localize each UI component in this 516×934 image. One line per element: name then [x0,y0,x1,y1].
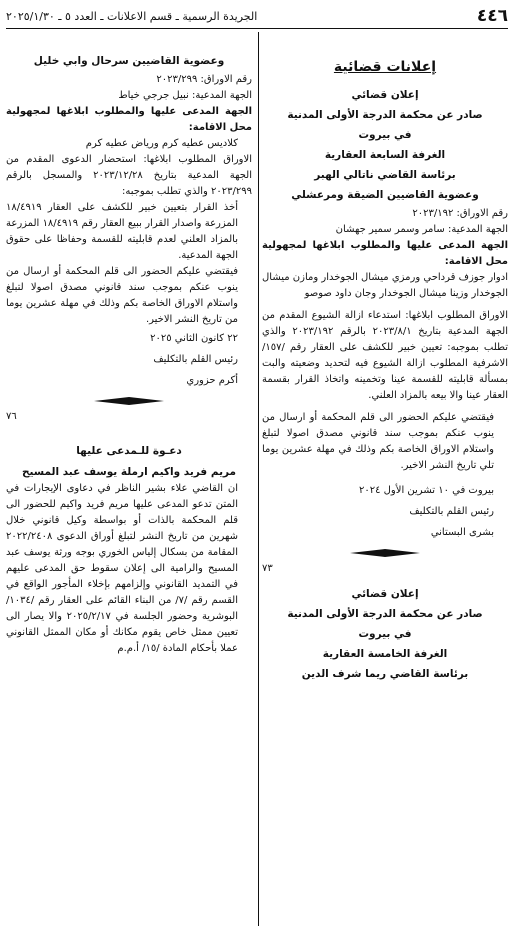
notice-divider [262,549,508,557]
summons-text: فيقتضي عليكم الحضور الى قلم المحكمة أو ارسال من ينوب عنكم بموجب سند قانوني مصدق اصولا لتبلغ واستلام الاوراق الخاصة بكم وذلك في مهلة عشرين يوما من تاريخ النشر الاخير. [6,265,238,325]
defendant-name: مريم فريد واكيم ارملة يوسف عبد المسيح [21,465,237,478]
clerk-role: رئيس القلم بالتكليف [153,353,238,365]
notice-number: ٧٦ [6,410,17,422]
summons-title: دعـوة للـمدعى عليها [76,444,182,457]
divider-ornament-icon [350,549,420,557]
defendants-label: الجهة المدعى عليها والمطلوب ابلاغها لمجهولية محل الاقامة: [262,240,508,268]
defendants-label: الجهة المدعى عليها والمطلوب ابلاغها لمجهولية محل الاقامة: [6,105,252,133]
notice-chamber: الغرفة الخامسة العقارية [322,647,448,660]
notice-date: بيروت في ١٠ تشرين الأول ٢٠٢٤ [358,485,494,497]
clerk-name: بشرى البستاني [430,527,494,539]
notice-number: ٧٣ [262,563,273,575]
papers-to-notify: الاوراق المطلوب ابلاغها: استحضار الدعوى المقدم من الجهة المدعية بتاريخ ٢٠٢٣/١٢/٢٨ والمسجل بالرقم ٢٠٢٣/٢٩٩ والذي تطلب بموجبه: [6,153,252,197]
notice-president: برئاسة القاضي ناتالي الهبر [314,169,456,182]
section-title: إعلانات قضائية [333,59,437,75]
notice-label: إعلان قضائي [351,89,419,102]
notice-members: وعضوية القاضيين الضيقة ومرعشلي [291,189,479,202]
notice-label: إعلان قضائي [351,588,419,601]
plaintiff: الجهة المدعية: نبيل جرجي خياط [118,89,252,101]
notice-city: في بيروت [358,129,412,142]
defendants: ادوار جوزف قرداحي ورمزي ميشال الجوخدار ومازن ميشال الجوخدار وزينا ميشال الجوخدار وجان داود صوصو [262,272,508,300]
divider-ornament-icon [94,397,164,405]
defendants: كلاديس عطيه كرم ورياض عطيه كرم [85,137,238,149]
right-column [262,34,508,926]
page-header [6,6,508,29]
left-column [6,34,252,926]
gazette-header-title: الجريدة الرسمية ـ قسم الاعلانات ـ العدد ٥ ـ ٢٠٢٥/١/٣٠ [6,10,258,24]
plaintiff: الجهة المدعية: سامر وسمر سمير جهشان [335,224,508,236]
column-divider [258,32,259,926]
notice-city: في بيروت [358,627,412,640]
papers-to-notify: الاوراق المطلوب ابلاغها: استدعاء ازالة الشيوع المقدم من الجهة المدعية بتاريخ ٢٠٢٣/٨/١ بالرقم ٢٠٢٣/١٩٢ والذي تطلب بموجبه: تعيين خبير للكشف على العقار رقم /١٥٧/ الاشرفية المطلوب ازالة الشيوع فيه لتحديد وضعيته والبت بمسألة قابليته للقسمة عينا وتخمينه واتخاذ القرار بقسمة العقار عينا والا بيعه بالمزاد العلني. [262,310,508,402]
notice-court: صادر عن محكمة الدرجة الأولى المدنية [287,607,483,620]
clerk-name: أكرم حزوري [186,374,238,386]
clerk-role: رئيس القلم بالتكليف [409,506,494,518]
page-number: ٤٤٦ [476,6,508,27]
notice-divider [6,397,252,405]
notice-members: وعضوية القاضيين سرحال وابي خليل [33,55,225,67]
notice-court: صادر عن محكمة الدرجة الأولى المدنية [287,109,483,122]
request-text: أخذ القرار بتعيين خبير للكشف على العقار ١٨/٤٩١٩ المزرعة واصدار القرار ببيع العقار رقم ١٨/٤٩١٩ المزرعة بالمزاد العلني لعدم قابليته للقسمة وحفاظا على حقوق الجهة المدعية. [6,201,239,261]
notice-chamber: الغرفة السابعة العقارية [324,149,446,162]
file-number: رقم الاوراق: ٢٠٢٣/٢٩٩ [156,73,252,85]
notice-president: برئاسة القاضي ريما شرف الدين [301,667,469,680]
notice-date: ٢٢ كانون الثاني ٢٠٢٥ [150,332,238,344]
summons-body: ان القاضي علاء بشير الناظر في دعاوى الإيجارات في المتن تدعو المدعى عليها مريم فريد واكيم للحضور الى قلم المحكمة بالذات أو بواسطة وكيل قانوني خلال شهرين من تاريخ النشر لتبلغ أوراق الدعوى ٢٠٢٢/٢٤٠٨ المقامة من بسكال إلياس الخوري بوجه ورثة يوسف عبد المسيح والرامية الى إعلان سقوط حق المدعى عليهم في التمديد القانوني وإلزامهم بإخلاء المأجور الواقع في القسم رقم /٧/ من البناء القائم على العقار رقم /١٠٣٤/ البوشرية وحضور الجلسة في ٢٠٢٥/٢/١٧ والا يصار الى تعيين ممثل خاص يقوم مكانك أو مكان الممثل القانوني عملا بأحكام المادة /١٥/ أ.م.م [6,482,239,654]
file-number: رقم الاوراق: ٢٠٢٣/١٩٢ [412,208,508,220]
summons-text: فيقتضي عليكم الحضور الى قلم المحكمة أو ارسال من ينوب عنكم بموجب سند قانوني مصدق اصولا لتبلغ واستلام الاوراق الخاصة بكم وذلك في مهلة عشرين يوما تلي تاريخ النشر الاخير. [262,412,494,472]
